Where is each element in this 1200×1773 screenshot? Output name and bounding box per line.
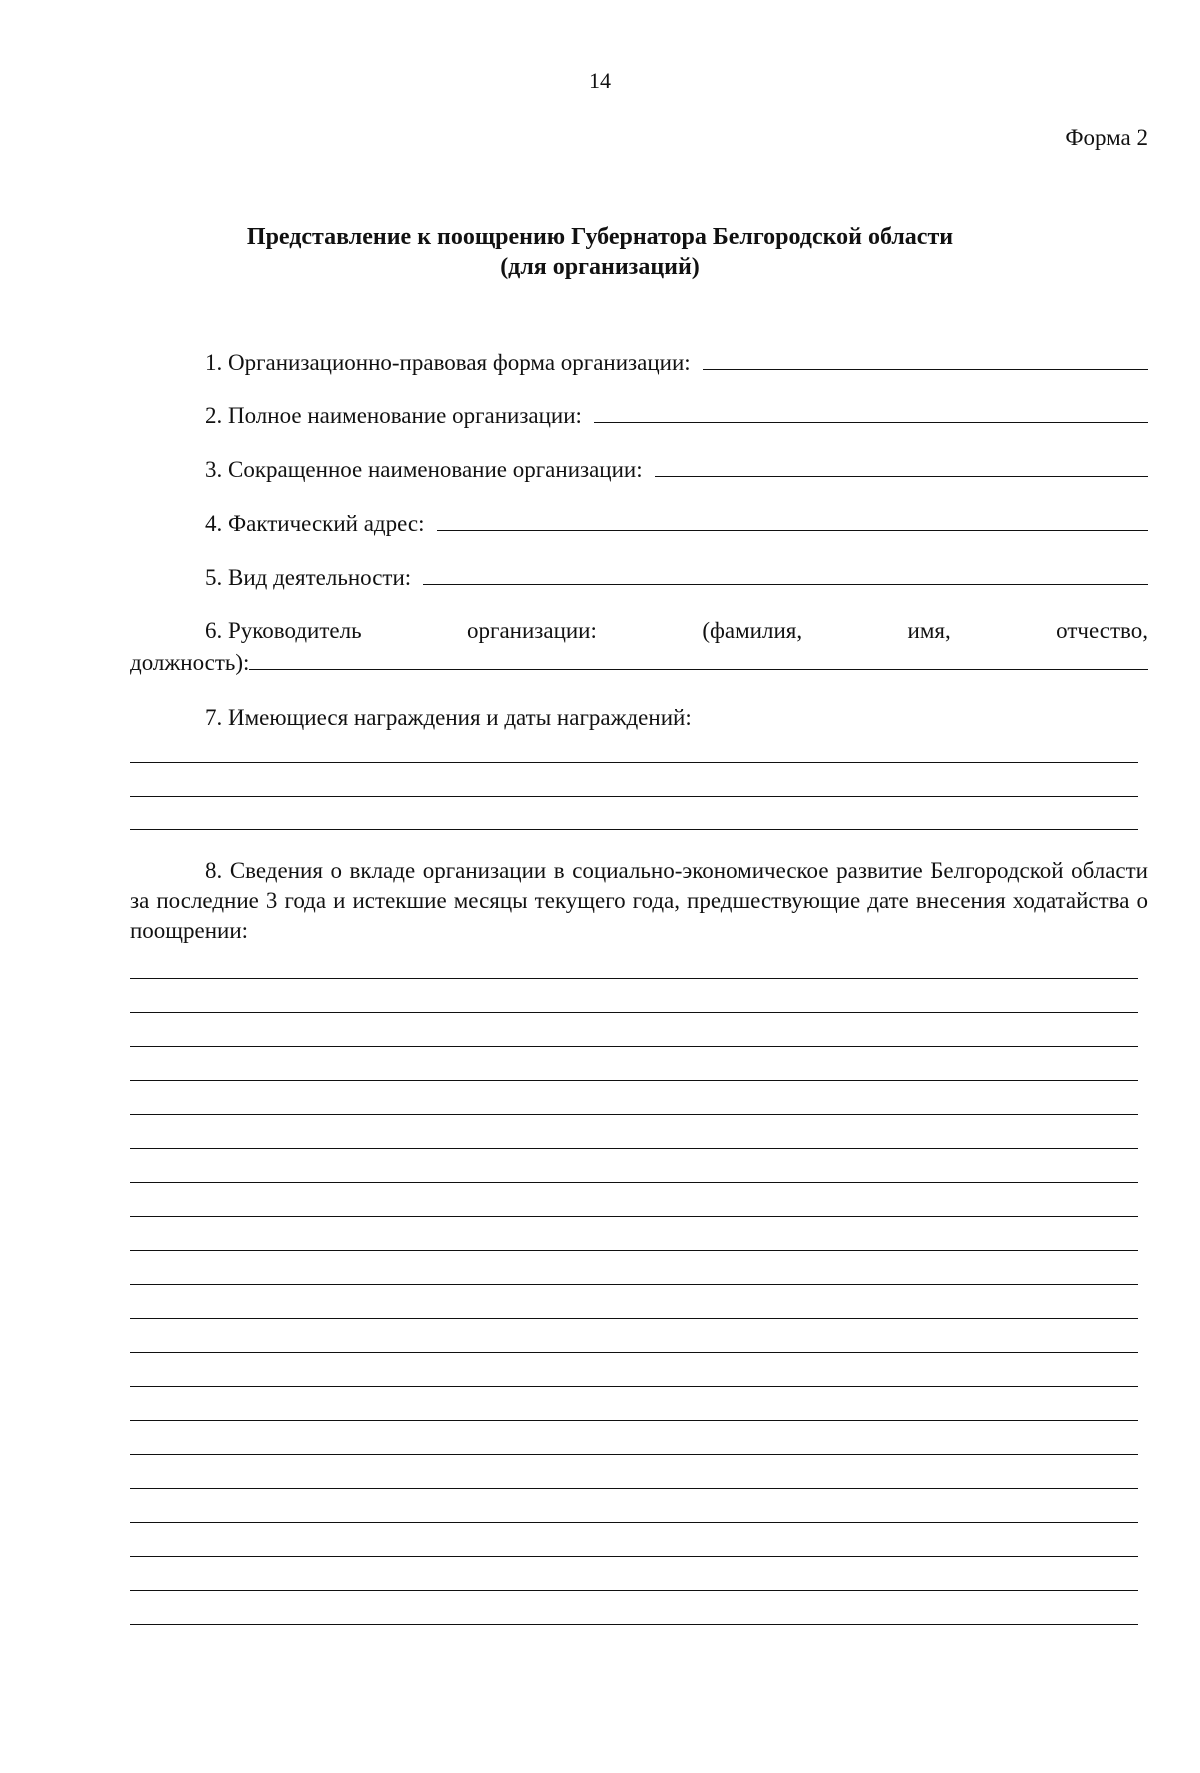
contribution-blank-line[interactable] bbox=[130, 1420, 1138, 1421]
field-1-label: 1. Организационно-правовая форма организации: bbox=[205, 350, 691, 375]
contribution-blank-line[interactable] bbox=[130, 1318, 1138, 1319]
field-4-blank[interactable] bbox=[437, 529, 1149, 531]
contribution-blank-line[interactable] bbox=[130, 1454, 1138, 1455]
contribution-blank-line[interactable] bbox=[130, 1114, 1138, 1115]
field-6-word: отчество, bbox=[1056, 618, 1148, 643]
field-7-label: 7. Имеющиеся награждения и даты награждений: bbox=[205, 705, 692, 730]
document-title bbox=[0, 222, 1200, 282]
field-5-activity bbox=[205, 565, 1148, 591]
contribution-blank-line[interactable] bbox=[130, 1250, 1138, 1251]
page-number: 14 bbox=[589, 68, 611, 93]
field-3-blank[interactable] bbox=[655, 475, 1148, 477]
title-line-2: (для организаций) bbox=[500, 254, 700, 280]
field-1-legal-form bbox=[205, 350, 1148, 376]
title-line-1: Представление к поощрению Губернатора Белгородской области bbox=[246, 224, 954, 250]
field-3-label: 3. Сокращенное наименование организации: bbox=[205, 457, 643, 482]
field-6-word: 6. Руководитель bbox=[205, 618, 362, 643]
form-label: Форма 2 bbox=[1065, 125, 1148, 150]
field-6-word: (фамилия, bbox=[702, 618, 803, 643]
awards-blank-line[interactable] bbox=[130, 762, 1138, 763]
contribution-blank-line[interactable] bbox=[130, 1624, 1138, 1625]
field-2-full-name bbox=[205, 403, 1148, 429]
field-2-blank[interactable] bbox=[594, 421, 1148, 423]
field-6-position-label: должность): bbox=[130, 650, 250, 675]
field-5-blank[interactable] bbox=[423, 583, 1148, 585]
field-6-blank[interactable] bbox=[249, 668, 1148, 670]
contribution-blank-line[interactable] bbox=[130, 1046, 1138, 1047]
contribution-blank-line[interactable] bbox=[130, 1080, 1138, 1081]
contribution-blank-line[interactable] bbox=[130, 1556, 1138, 1557]
field-7-awards bbox=[205, 705, 1148, 731]
field-4-address bbox=[205, 511, 1148, 537]
contribution-blank-line[interactable] bbox=[130, 1590, 1138, 1591]
field-6-word: организации: bbox=[467, 618, 597, 643]
contribution-blank-line[interactable] bbox=[130, 1216, 1138, 1217]
contribution-blank-line[interactable] bbox=[130, 1352, 1138, 1353]
contribution-blank-line[interactable] bbox=[130, 1284, 1138, 1285]
field-3-short-name bbox=[205, 457, 1148, 483]
contribution-blank-line[interactable] bbox=[130, 978, 1138, 979]
field-6-word: имя, bbox=[907, 618, 951, 643]
field-6-head-line1 bbox=[205, 618, 1148, 644]
field-8-contribution: 8. Сведения о вкладе организации в социально-экономическое развитие Белгородской области за последние 3 года и истекшие месяцы текущего года, предшествующие дате внесения ходатайства о поощрении: bbox=[130, 858, 1148, 943]
contribution-blank-line[interactable] bbox=[130, 1182, 1138, 1183]
contribution-blank-line[interactable] bbox=[130, 1148, 1138, 1149]
contribution-blank-line[interactable] bbox=[130, 1522, 1138, 1523]
field-4-label: 4. Фактический адрес: bbox=[205, 511, 425, 536]
field-6-head-line2 bbox=[130, 650, 1148, 676]
awards-blank-line[interactable] bbox=[130, 829, 1138, 830]
contribution-blank-line[interactable] bbox=[130, 1012, 1138, 1013]
field-2-label: 2. Полное наименование организации: bbox=[205, 403, 582, 428]
awards-blank-line[interactable] bbox=[130, 796, 1138, 797]
field-5-label: 5. Вид деятельности: bbox=[205, 565, 412, 590]
field-1-blank[interactable] bbox=[703, 368, 1148, 370]
contribution-blank-line[interactable] bbox=[130, 1488, 1138, 1489]
contribution-blank-line[interactable] bbox=[130, 1386, 1138, 1387]
